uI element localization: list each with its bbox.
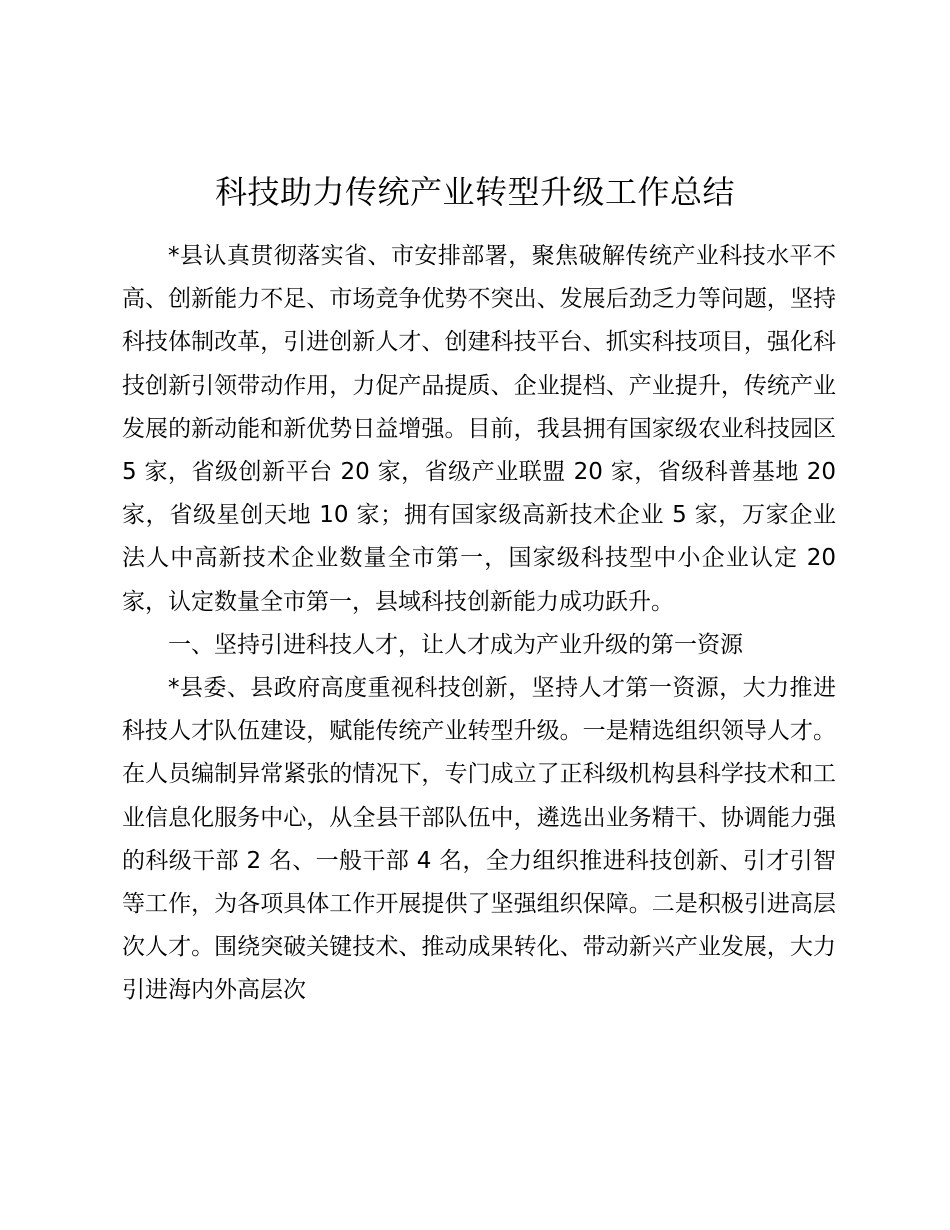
section-heading: 一、坚持引进科技人才，让人才成为产业升级的第一资源 bbox=[168, 631, 743, 658]
section-paragraph: *县委、县政府高度重视科技创新，坚持人才第一资源，大力推进科技人才队伍建设，赋能传统产业转型升级。一是精选组织领导人才。在人员编制异常紧张的情况下，专门成立了正科级机构县科学技术和工业信息化服务中心，从全县干部队伍中，遴选出业务精干、协调能力强的科级干部 2 名、一般干部 4 名，全力组织推进科技创新、引才引智等工作，为各项具体工作开展提供了坚强组织保障。二是积极引进高层次人才。围绕突破关键技术、推动成果转化、带动新兴产业发展，大力引进海内外高层次 bbox=[122, 675, 836, 1004]
intro-paragraph: *县认真贯彻落实省、市安排部署，聚焦破解传统产业科技水平不高、创新能力不足、市场竞争优势不突出、发展后劲乏力等问题，坚持科技体制改革，引进创新人才、创建科技平台、抓实科技项目，强化科技创新引领带动作用，力促产品提质、企业提档、产业提升，传统产业发展的新动能和新优势日益增强。目前，我县拥有国家级农业科技园区 5 家，省级创新平台 20 家，省级产业联盟 20 家，省级科普基地 20 家，省级星创天地 10 家；拥有国家级高新技术企业 5 家，万家企业法人中高新技术企业数量全市第一，国家级科技型中小企业认定 20 家，认定数量全市第一，县域科技创新能力成功跃升。 bbox=[122, 243, 836, 615]
document-body bbox=[122, 235, 836, 1013]
document-title: 科技助力传统产业转型升级工作总结 bbox=[214, 173, 735, 211]
